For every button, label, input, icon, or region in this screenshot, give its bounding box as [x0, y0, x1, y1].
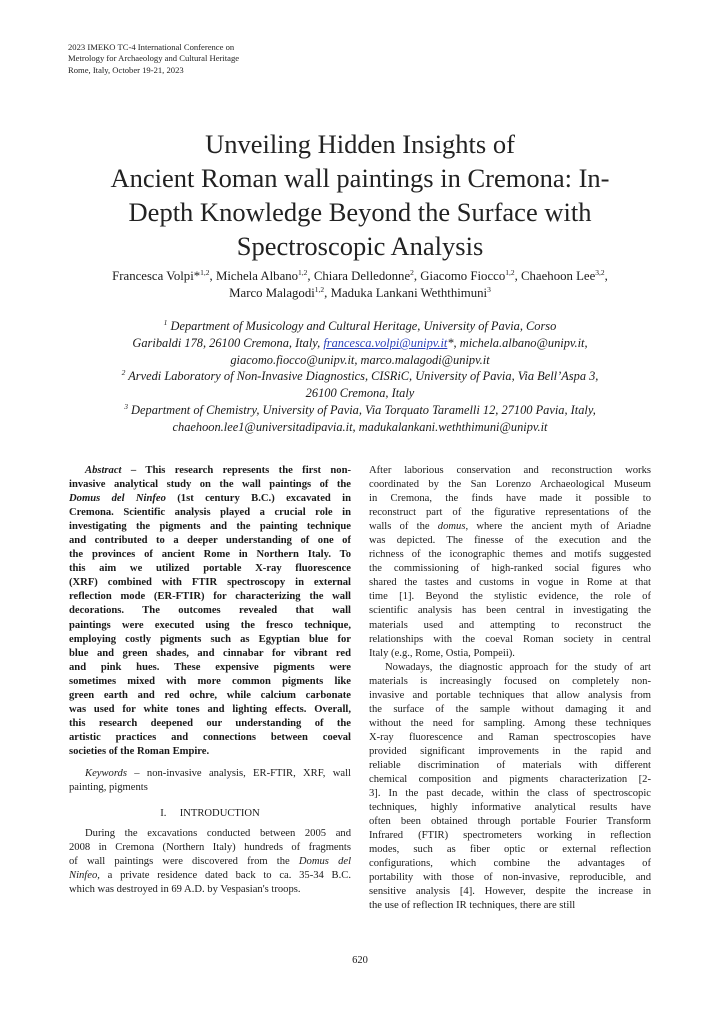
keywords-line: painting, pigments: [69, 782, 148, 794]
abstract-line: the provinces of ancient Rome in Northern Italy. To: [69, 549, 351, 561]
affiliation-2-city: 26100 Cremona, Italy: [305, 386, 415, 401]
abstract-line: this research deepened our understanding of the: [69, 717, 351, 729]
body-line: X-ray fluorescence and Raman spectroscopies have: [369, 731, 651, 743]
author-line: Marco Malagodi$^{1,2}$, Maduka Lankani Weththimuni$^3$: [229, 285, 491, 300]
abstract-line: Abstract – This research represents the first non-: [85, 465, 351, 476]
right-column: [369, 464, 651, 914]
body-line: After laborious conservation and reconstruction works: [369, 465, 651, 476]
body-line: shared the tastes and customs in vogue in Rome at that: [369, 577, 651, 589]
body-line: in Cremona, the finds have made it possible to: [369, 493, 651, 505]
affiliation-1-emails-2: giacomo.fiocco@unipv.it, marco.malagodi@unipv.it: [230, 352, 490, 367]
affiliations: [60, 318, 660, 436]
keywords: [69, 767, 351, 795]
keywords-line: Keywords – non-invasive analysis, ER-FTIR, XRF, wall: [85, 767, 351, 779]
abstract-label: Abstract: [85, 465, 122, 476]
body-line: chemical composition and pigments characterization [2-: [369, 774, 651, 786]
abstract-line: was used for white tones and lighting effects. Overall,: [69, 703, 351, 715]
body-line: materials is increasingly focused on completely non-: [369, 675, 651, 687]
body-line: relationships with the coeval Roman society in central: [369, 633, 651, 645]
body-line: richness of the iconographic themes and motifs suggested: [369, 549, 651, 561]
body-line: Nowadays, the diagnostic approach for the study of art: [385, 661, 651, 673]
body-line: was depicted. The finesse of the execution and the: [369, 535, 651, 547]
body-line: the commissioning of high-ranked social figures who: [369, 563, 651, 575]
affiliation-2: [60, 368, 660, 385]
page-number: 620: [352, 955, 368, 966]
author-line: Francesca Volpi*$^{1,2}$, Michela Albano$^{1,2}$, Chiara Delledonne$^2$, Giacomo Fiocco$^{1,2}$, Chaehoon Lee$^{3,2}$,: [112, 268, 608, 283]
section-number: I.: [160, 808, 167, 820]
affiliation-text: *, michela.albano@unipv.it,: [447, 335, 588, 350]
author-affiliation-marker: 1,2: [314, 285, 325, 294]
affiliation-1-emails: [60, 335, 660, 352]
abstract-line: artistic practices and connections between coeval: [69, 731, 351, 743]
author-list: [60, 268, 660, 302]
corresponding-email-link[interactable]: francesca.volpi@unipv.it: [323, 335, 448, 350]
author-affiliation-marker: 1,2: [505, 268, 515, 277]
intro-paragraph: [69, 827, 351, 897]
conference-line: Rome, Italy, October 19-21, 2023: [68, 64, 184, 75]
intro-line: of wall paintings were discovered from the Domus del: [69, 856, 351, 868]
affiliation-text: Department of Musicology and Cultural Heritage, University of Pavia, Corso: [170, 319, 557, 333]
body-line: time [1]. Beyond the stylistic evidence, the role of: [369, 591, 651, 603]
section-heading: [69, 807, 351, 821]
left-column: [69, 464, 351, 897]
body-line: portability with those of non-invasive, reproducible, and: [369, 872, 651, 884]
body-line: modes, such as fiber optic or external reflection: [369, 844, 651, 856]
affiliation-number: 1: [163, 318, 168, 327]
abstract-line: investigating the pigments and the painting technique: [69, 521, 351, 533]
body-line: walls of the domus, where the ancient myth of Ariadne: [369, 521, 651, 533]
affiliation-text: Arvedi Laboratory of Non-Invasive Diagnostics, CISRiC, University of Pavia, Via Bell’Aspa 3,: [128, 369, 599, 384]
body-line: techniques, highly informative analytical results have: [369, 802, 651, 814]
author-affiliation-marker: 2: [410, 268, 414, 277]
intro-line: which was destroyed in 69 A.D. by Vespasian's troops.: [69, 884, 301, 896]
body-line: provided significant improvements in the rapid and: [369, 745, 651, 757]
abstract-line: reflection mode (ER-FTIR) for characterizing the wall: [69, 591, 351, 603]
abstract-line: Cremona. Scientific analysis played a crucial role in: [69, 507, 351, 519]
title-line: Spectroscopic Analysis: [236, 231, 484, 261]
body-line: without the need for sampling. Among these techniques: [369, 717, 651, 729]
author-affiliation-marker: 1,2: [298, 268, 308, 277]
abstract-line: and pink hues. These expensive pigments were: [69, 661, 351, 673]
body-line: invasive and portable techniques that allow analysis from: [369, 689, 651, 701]
body-paragraph: [369, 464, 651, 661]
abstract-line: and contributed to a deeper understanding of one of: [69, 535, 351, 547]
abstract-line: this aim we utilized portable X-ray fluorescence: [69, 563, 351, 575]
intro-line: Ninfeo, a private residence dated back to ca. 35-34 B.C.: [69, 870, 351, 882]
abstract-line: invasive analytical study on the wall paintings of the: [69, 479, 351, 491]
title-line: Ancient Roman wall paintings in Cremona: In-: [110, 163, 610, 193]
body-line: scientific analysis has been central in investigating the: [369, 605, 651, 617]
author-affiliation-marker: 3: [487, 285, 491, 294]
body-line: Italy (e.g., Rome, Ostia, Pompeii).: [369, 647, 515, 659]
abstract-line: societies of the Roman Empire.: [69, 745, 210, 757]
abstract-line: green earth and red ochre, while calcium carbonate: [69, 689, 351, 701]
body-line: the surface of the sample without damaging it and: [369, 703, 651, 715]
intro-line: During the excavations conducted between 2005 and: [85, 828, 351, 840]
paper-title: [70, 127, 650, 263]
author-affiliation-marker: 1,2: [200, 268, 210, 277]
section-title: INTRODUCTION: [179, 808, 260, 820]
abstract-line: decorations. The outcomes revealed that wall: [69, 605, 351, 617]
body-line: coordinated by the San Lorenzo Archaeological Museum: [369, 479, 651, 491]
title-line: Depth Knowledge Beyond the Surface with: [128, 197, 592, 227]
title-line: Unveiling Hidden Insights of: [205, 129, 515, 159]
affiliation-3: [60, 402, 660, 419]
body-line: often been obtained through portable Fourier Transform: [369, 816, 651, 828]
abstract-line: sometimes mixed with more common pigments like: [69, 675, 351, 687]
body-line: reliable discrimination of materials with different: [369, 759, 651, 771]
abstract-line: paintings were executed using the fresco technique,: [69, 619, 351, 631]
body-paragraph: [369, 661, 651, 914]
body-line: Infrared (FTIR) spectrometers working in reflection: [369, 830, 651, 842]
affiliation-3-emails: chaehoon.lee1@universitadipavia.it, madukalankani.weththimuni@unipv.it: [172, 419, 548, 434]
abstract-line: (XRF) combined with FTIR spectroscopy in external: [69, 577, 351, 589]
conference-header: [68, 42, 239, 76]
abstract-line: blue and green shades, and cinnabar for vibrant red: [69, 647, 351, 659]
affiliation-number: 3: [124, 401, 128, 411]
body-line: materials used and attempting to reconstruct the: [369, 619, 651, 631]
conference-line: 2023 IMEKO TC-4 International Conference on: [68, 42, 235, 52]
conference-line: Metrology for Archaeology and Cultural Heritage: [68, 53, 240, 64]
body-line: reconstruct part of the figurative representations of the: [369, 507, 651, 519]
abstract: [69, 464, 351, 759]
affiliation-1: [60, 318, 660, 335]
affiliation-number: 2: [121, 368, 126, 378]
affiliation-text: Department of Chemistry, University of Pavia, Via Torquato Taramelli 12, 27100 Pavia, Italy,: [131, 402, 596, 417]
author-affiliation-marker: 3,2: [595, 268, 605, 277]
keywords-label: Keywords: [85, 767, 127, 779]
body-line: configurations, which combine the advantages of: [369, 858, 651, 870]
body-line: the use of reflection IR techniques, there are still: [369, 900, 576, 912]
intro-line: 2008 in Cremona (Northern Italy) hundreds of fragments: [69, 842, 351, 854]
affiliation-text: Garibaldi 178, 26100 Cremona, Italy,: [132, 335, 324, 350]
abstract-line: Domus del Ninfeo (1st century B.C.) excavated in: [69, 493, 351, 505]
body-line: 3]. In the past decade, within the class of spectroscopic: [369, 788, 651, 800]
abstract-line: employing costly pigments such as Egyptian blue for: [69, 633, 351, 645]
body-line: sensitive analysis [4]. However, despite the increase in: [369, 886, 651, 898]
